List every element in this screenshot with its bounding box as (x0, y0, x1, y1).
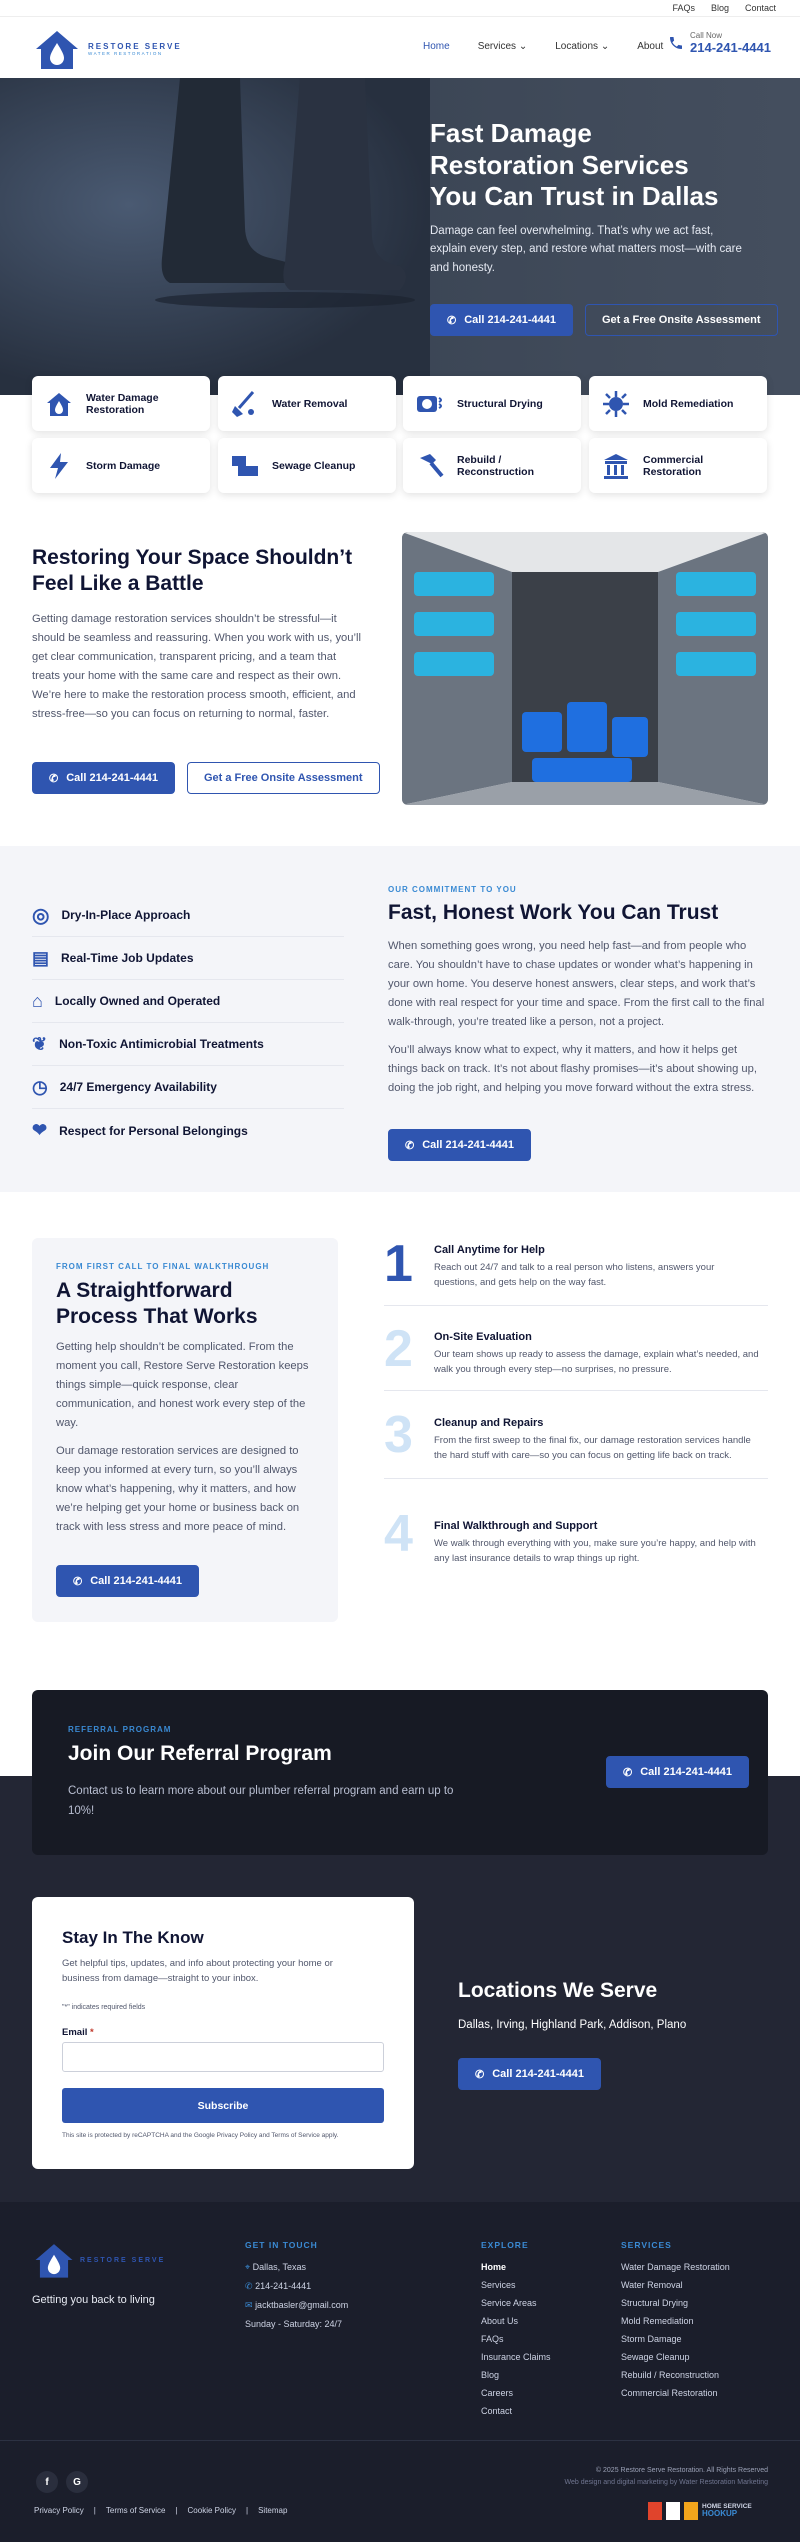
footer-link[interactable]: Sewage Cleanup (621, 2352, 690, 2362)
footer-link[interactable]: Structural Drying (621, 2298, 689, 2308)
feature-item: ⌂ Locally Owned and Operated (32, 980, 344, 1023)
step-title: On-Site Evaluation (434, 1331, 532, 1343)
required-fields-note: "*" indicates required fields (62, 2004, 146, 2011)
footer-link[interactable]: Water Removal (621, 2280, 683, 2290)
referral-eyebrow: REFERRAL PROGRAM (68, 1725, 172, 1734)
footer-explore-column (481, 2240, 551, 2424)
nav-home[interactable]: Home (423, 41, 450, 52)
service-card-rebuild[interactable] (403, 438, 581, 493)
nav-about[interactable]: About (637, 41, 664, 52)
mold-spore-icon (601, 389, 631, 419)
commitment-title: Fast, Honest Work You Can Trust (388, 901, 719, 924)
hero-cta-group (430, 304, 778, 336)
process-call-button[interactable]: ✆ Call 214-241-4441 (56, 1565, 199, 1597)
header-call-link[interactable] (668, 31, 771, 55)
footer-hours: Sunday - Saturday: 24/7 (245, 2319, 343, 2329)
footer-logo[interactable] (32, 2240, 165, 2280)
design-credit: Web design and digital marketing by Water Restoration Marketing (564, 2479, 768, 2486)
footer-divider (0, 2440, 800, 2441)
chat-icon: ▤ (32, 947, 50, 968)
hero-call-button[interactable]: ✆ Call 214-241-4441 (430, 304, 573, 336)
badge-text-top: HOME SERVICE (702, 2502, 752, 2510)
footer-link[interactable]: Service Areas (481, 2298, 537, 2308)
chevron-down-icon: ⌄ (600, 41, 610, 52)
process-step (384, 1406, 768, 1479)
process-eyebrow: FROM FIRST CALL TO FINAL WALKTHROUGH (56, 1262, 270, 1271)
service-card-sewage-cleanup[interactable] (218, 438, 396, 493)
chevron-down-icon: ⌄ (518, 41, 528, 52)
logo[interactable] (32, 27, 182, 71)
newsletter-text: Get helpful tips, updates, and info about protecting your home or business from damage—straight to your inbox. (62, 1958, 333, 1985)
brand-name: RESTORE SERVE (88, 42, 182, 51)
building-icon (601, 451, 631, 481)
badge-tile-icon (648, 2502, 662, 2520)
hero-title: Fast Damage Restoration Services You Can Trust in Dallas (430, 118, 719, 212)
privacy-policy-link[interactable]: Privacy Policy (34, 2506, 84, 2515)
footer-link[interactable]: Mold Remediation (621, 2316, 694, 2326)
pipe-icon (230, 451, 260, 481)
service-label: Rebuild / Reconstruction (457, 453, 535, 478)
footer-heading: SERVICES (621, 2240, 672, 2250)
call-now-label: Call Now (690, 31, 723, 40)
house-drop-logo-icon (32, 2240, 76, 2280)
rain-boots-illustration (150, 78, 420, 308)
mail-icon: ✉ (245, 2300, 253, 2310)
phone-icon: ✆ (447, 314, 457, 327)
terms-link[interactable]: Terms of Service (105, 2506, 166, 2515)
step-text: From the first sweep to the final fix, our damage restoration services handle the hard stuff with care—so you can focus on getting life back on track. (434, 1435, 751, 1461)
feature-item: ❦ Non-Toxic Antimicrobial Treatments (32, 1023, 344, 1066)
house-water-icon (44, 389, 74, 419)
recaptcha-notice: This site is protected by reCAPTCHA and the Google Privacy Policy and Terms of Service apply. (62, 2132, 339, 2139)
phone-icon: ✆ (623, 1766, 633, 1779)
feature-item: ◷ 24/7 Emergency Availability (32, 1066, 344, 1109)
footer-link[interactable]: Insurance Claims (481, 2352, 551, 2362)
footer-link[interactable]: Contact (481, 2406, 513, 2416)
separator: | (175, 2506, 178, 2515)
feature-item: ▤ Real-Time Job Updates (32, 937, 344, 980)
topbar-link-blog[interactable]: Blog (710, 3, 729, 13)
brand-tagline: WATER RESTORATION (88, 51, 163, 56)
legal-links (34, 2506, 287, 2515)
locations-title: Locations We Serve (458, 1979, 658, 2002)
email-input[interactable] (62, 2042, 384, 2072)
main-nav (423, 41, 663, 52)
commitment-paragraph-1: When something goes wrong, you need help fast—and from people who care. You shouldn’t have to chase updates or wonder what’s happening in your own home. You deserve honest answers, clear steps, and work that’s done with real respect for your time and space. From the first call to the final walk-through, you’re treated like a person, not a project. (388, 940, 765, 1029)
badge-tile-icon (684, 2502, 698, 2520)
step-text: Reach out 24/7 and talk to a real person who listens, answers your questions, and gets help on the way fast. (434, 1262, 715, 1288)
email-label: Email * (62, 2027, 94, 2038)
hero-text: Damage can feel overwhelming. That’s why we act fast, explain every step, and restore what matters most—with care and honesty. (430, 225, 742, 274)
top-utility-bar (0, 0, 800, 16)
footer-brand-name: RESTORE SERVE (80, 2256, 166, 2264)
leaf-icon: ❦ (32, 1033, 48, 1054)
service-label: Commercial Restoration (643, 453, 704, 478)
commitment-call-button[interactable]: ✆ Call 214-241-4441 (388, 1129, 531, 1161)
target-icon: ◎ (32, 904, 50, 927)
service-card-water-damage[interactable] (32, 376, 210, 431)
clock-icon: ◷ (32, 1076, 48, 1097)
nav-locations[interactable]: Locations ⌄ (555, 41, 610, 52)
feature-item: ◎ Dry-In-Place Approach (32, 894, 344, 937)
service-card-mold-remediation[interactable] (589, 376, 767, 431)
step-title: Cleanup and Repairs (434, 1417, 544, 1429)
locations-cities: Dallas, Irving, Highland Park, Addison, Plano (458, 2019, 687, 2031)
step-title: Call Anytime for Help (434, 1244, 545, 1256)
subscribe-button[interactable]: Subscribe (62, 2088, 384, 2123)
footer-heading: EXPLORE (481, 2240, 529, 2250)
badge-text-bottom: HOOKUP (702, 2509, 738, 2519)
home-icon: ⌂ (32, 990, 43, 1011)
map-pin-icon: ⌖ (245, 2262, 251, 2272)
house-drop-logo-icon (32, 27, 82, 71)
footer-link[interactable]: Rebuild / Reconstruction (621, 2370, 720, 2380)
referral-text: Contact us to learn more about our plumber referral program and earn up to 10%! (68, 1785, 454, 1817)
footer-link[interactable]: FAQs (481, 2334, 504, 2344)
process-step (384, 1235, 768, 1306)
badge-tile-icon (666, 2502, 680, 2520)
equipment-truck-image (402, 532, 768, 805)
service-card-water-removal[interactable] (218, 376, 396, 431)
phone-icon: ✆ (245, 2281, 253, 2291)
google-icon[interactable]: G (66, 2471, 88, 2493)
footer-link[interactable]: Commercial Restoration (621, 2388, 718, 2398)
step-number: 1 (384, 1235, 413, 1293)
service-label: Mold Remediation (643, 397, 734, 410)
facebook-icon[interactable]: f (36, 2471, 58, 2493)
box-heart-icon: ❤ (32, 1120, 48, 1140)
footer-link[interactable]: Careers (481, 2388, 514, 2398)
restoring-cta-group (32, 762, 380, 794)
separator: | (93, 2506, 96, 2515)
restoring-title: Restoring Your Space Shouldn’t Feel Like a Battle (32, 546, 353, 596)
service-label: Water Damage Restoration (86, 391, 159, 416)
step-text: We walk through everything with you, make sure you’re happy, and help with any last insurance details to wrap things up right. (434, 1538, 756, 1564)
service-card-storm-damage[interactable] (32, 438, 210, 493)
footer-phone-link[interactable]: 214-241-4441 (255, 2281, 312, 2291)
step-number: 4 (384, 1505, 413, 1563)
hero-assessment-button[interactable]: Get a Free Onsite Assessment (585, 304, 778, 336)
phone-icon: ✆ (405, 1139, 415, 1152)
footer-link[interactable]: Services (481, 2280, 516, 2290)
phone-icon: ✆ (49, 772, 59, 785)
phone-icon: ✆ (475, 2068, 485, 2081)
process-step (384, 1320, 768, 1391)
home-service-hookup-badge[interactable] (648, 2502, 752, 2520)
commitment-eyebrow: OUR COMMITMENT TO YOU (388, 885, 517, 894)
commitment-paragraph-2: You’ll always know what to expect, why it matters, and how it helps get things back on track. It’s not about flashy promises—it’s about showing up, doing the job right, and helping you move forward without the extra stress. (388, 1044, 757, 1095)
topbar-link-faqs[interactable]: FAQs (672, 3, 695, 13)
footer-tagline: Getting you back to living (32, 2294, 155, 2306)
restoring-call-button[interactable]: ✆ Call 214-241-4441 (32, 762, 175, 794)
footer-services-column (621, 2240, 730, 2406)
newsletter-title: Stay In The Know (62, 1928, 204, 1947)
step-number: 2 (384, 1320, 413, 1378)
service-card-structural-drying[interactable] (403, 376, 581, 431)
mop-icon (230, 389, 260, 419)
service-label: Water Removal (272, 397, 348, 410)
phone-icon: ✆ (73, 1575, 83, 1588)
process-paragraph-1: Getting help shouldn’t be complicated. From the moment you call, Restore Serve Restoration keeps things simple—quick response, clear communication, and honest work every step of the way. (56, 1341, 309, 1430)
restoring-assessment-button[interactable]: Get a Free Onsite Assessment (187, 762, 380, 794)
service-card-commercial[interactable] (589, 438, 767, 493)
footer-heading: GET IN TOUCH (245, 2240, 318, 2250)
sitemap-link[interactable]: Sitemap (258, 2506, 288, 2515)
feature-item: ❤ Respect for Personal Belongings (32, 1120, 248, 1140)
footer-link[interactable]: Blog (481, 2370, 500, 2380)
restoring-text: Getting damage restoration services shouldn’t be stressful—it should be seamless and reassuring. When you work with us, you’ll get clear communication, transparent pricing, and a team that treats your home with the same care and respect as their own. We’re here to make the restoration process smooth, efficient, and stress-free—so you can focus on returning to normal, faster. (32, 613, 361, 721)
footer-link-home[interactable]: Home (481, 2262, 507, 2272)
copyright: © 2025 Restore Serve Restoration. All Rights Reserved (595, 2467, 768, 2474)
nav-services[interactable]: Services ⌄ (477, 41, 528, 52)
cookie-policy-link[interactable]: Cookie Policy (187, 2506, 236, 2515)
footer-email-link[interactable]: jacktbasler@gmail.com (255, 2300, 349, 2310)
site-header (0, 16, 800, 78)
lightning-icon (44, 451, 74, 481)
referral-call-button[interactable]: ✆ Call 214-241-4441 (606, 1756, 749, 1788)
phone-icon (668, 35, 684, 51)
service-label: Sewage Cleanup (272, 459, 356, 472)
locations-call-button[interactable]: ✆ Call 214-241-4441 (458, 2058, 601, 2090)
header-phone: 214-241-4441 (690, 40, 771, 55)
topbar-link-contact[interactable]: Contact (744, 3, 776, 13)
hammer-icon (415, 451, 445, 481)
footer-contact-column: GET IN TOUCH ⌖ Dallas, Texas ✆ 214-241-4441 ✉ jacktbasler@gmail.com Sunday - Saturday: 24/7 (245, 2240, 349, 2329)
step-text: Our team shows up ready to assess the damage, explain what’s needed, and walk you through every step—no surprises, no pressure. (434, 1349, 759, 1375)
process-title: A Straightforward Process That Works (56, 1279, 258, 1329)
step-title: Final Walkthrough and Support (434, 1520, 598, 1532)
separator: | (246, 2506, 249, 2515)
step-number: 3 (384, 1406, 413, 1464)
process-paragraph-2: Our damage restoration services are designed to keep you informed at every turn, so you’ll always know what’s happening, why it matters, and how we’re helping get your home or business back on track with less stress and more peace of mind. (56, 1445, 300, 1534)
service-label: Structural Drying (457, 397, 543, 410)
hero-section (0, 78, 800, 395)
footer-link[interactable]: Water Damage Restoration (621, 2262, 730, 2272)
referral-title: Join Our Referral Program (68, 1742, 332, 1765)
fan-drying-icon (415, 389, 445, 419)
service-label: Storm Damage (86, 459, 161, 472)
footer-link[interactable]: Storm Damage (621, 2334, 682, 2344)
footer-link[interactable]: About Us (481, 2316, 519, 2326)
process-step (384, 1505, 768, 1568)
